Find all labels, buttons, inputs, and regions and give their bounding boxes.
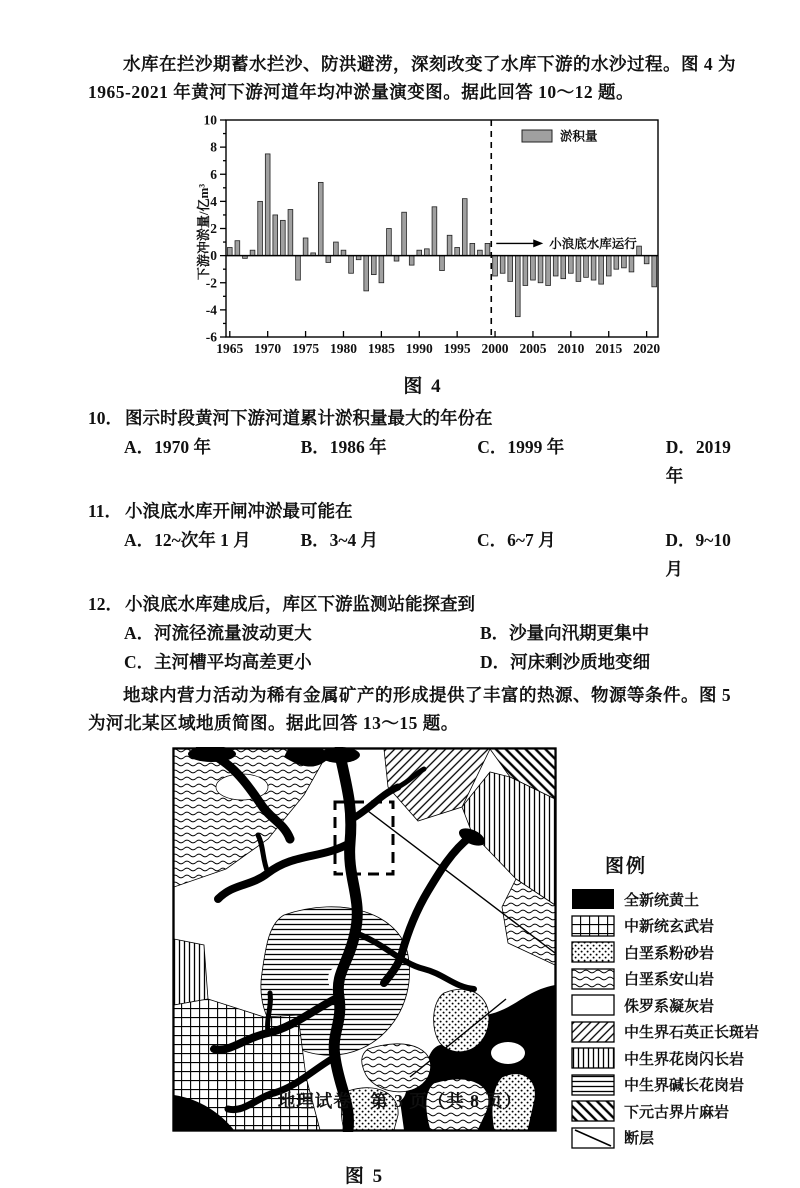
figure5-caption: 图 5: [344, 1166, 385, 1187]
svg-text:-4: -4: [205, 302, 217, 318]
option-a: A．河流径流量波动更大: [124, 623, 312, 643]
legend-swatch-fault-icon: [571, 1127, 615, 1149]
legend-item: 白垩系安山岩: [571, 968, 759, 990]
option-b: B．沙量向汛期更集中: [480, 623, 650, 643]
legend-item: 中生界花岗闪长岩: [571, 1047, 759, 1069]
figure4-block: [180, 114, 666, 398]
legend-item: 中生界石英正长斑岩: [571, 1021, 759, 1043]
svg-text:-2: -2: [205, 275, 217, 291]
intro-paragraph-1: 水库在拦沙期蓄水拦沙、防洪避涝，深刻改变了水库下游的水沙过程。图 4 为 1965-2021 年黄河下游河道年均冲淤量演变图。据此回答 10～12 题。: [88, 54, 736, 102]
svg-text:4: 4: [210, 193, 217, 209]
svg-text:10: 10: [203, 114, 217, 128]
intro-paragraph-2: 地球内营力活动为稀有金属矿产的形成提供了丰富的热源、物源等条件。图 5 为河北某区域地质简图。据此回答 13～15 题。: [88, 685, 732, 733]
svg-text:1975: 1975: [292, 341, 320, 356]
svg-text:下游冲淤量/亿m³: 下游冲淤量/亿m³: [196, 183, 211, 281]
option-c: C．主河槽平均高差更小: [124, 652, 312, 672]
option-a: A．12~次年 1 月: [124, 530, 251, 550]
svg-text:2020: 2020: [633, 341, 661, 356]
svg-text:1965: 1965: [216, 341, 244, 356]
question-11: [88, 497, 752, 584]
question-number: 11．: [88, 501, 123, 521]
option-d: D．9~10 月: [665, 530, 731, 579]
question-10: [88, 404, 752, 491]
legend-swatch-porphyry-icon: [571, 1021, 615, 1043]
svg-text:6: 6: [210, 166, 217, 182]
svg-text:8: 8: [210, 139, 217, 155]
svg-text:-6: -6: [205, 329, 217, 345]
figure5-block: [172, 747, 760, 1188]
option-b: B．3~4 月: [300, 530, 379, 550]
legend-item: 全新统黄土: [571, 888, 759, 910]
svg-text:2005: 2005: [519, 341, 547, 356]
svg-text:2000: 2000: [481, 341, 509, 356]
legend-swatch-andesite-icon: [571, 968, 615, 990]
figure4-caption: 图 4: [403, 376, 443, 397]
svg-text:0: 0: [210, 248, 217, 264]
legend-swatch-siltstone-icon: [571, 941, 615, 963]
question-stem: 小浪底水库开闸冲淤最可能在: [125, 501, 353, 521]
legend-item: 中新统玄武岩: [571, 915, 759, 937]
option-c: C．6~7 月: [476, 530, 556, 550]
legend-swatch-granodiorite-icon: [571, 1047, 615, 1069]
question-stem: 小浪底水库建成后，库区下游监测站能探查到: [125, 594, 475, 614]
geology-map: [172, 747, 557, 1132]
question-stem: 图示时段黄河下游河道累计淤积量最大的年份在: [125, 408, 493, 428]
question-number: 10．: [88, 408, 123, 428]
option-d: D．河床剩沙质地变细: [480, 652, 651, 672]
geology-map-container: [172, 747, 557, 1137]
question-number: 12．: [88, 594, 123, 614]
legend-item: 白垩系粉砂岩: [571, 941, 759, 963]
svg-text:2: 2: [210, 221, 217, 236]
svg-text:小浪底水库运行: 小浪底水库运行: [549, 236, 637, 251]
question-12: [88, 590, 752, 677]
legend-item: 下元古界片麻岩: [571, 1100, 759, 1122]
legend-swatch-basalt-icon: [571, 915, 615, 937]
option-c: C．1999 年: [477, 437, 565, 457]
svg-text:2015: 2015: [595, 341, 623, 356]
svg-text:1980: 1980: [329, 341, 357, 356]
legend-item: 中生界碱长花岗岩: [571, 1074, 759, 1096]
svg-text:2010: 2010: [557, 341, 585, 356]
svg-text:1970: 1970: [254, 341, 282, 356]
legend-swatch-tuff-icon: [571, 994, 615, 1016]
page-footer: 地理试卷 第 3 页（共 8 页）: [277, 1091, 523, 1111]
svg-text:淤积量: 淤积量: [560, 129, 598, 144]
svg-text:1995: 1995: [443, 341, 471, 356]
option-d: D．2019 年: [665, 437, 731, 486]
scour-deposition-bar-chart: [180, 114, 666, 364]
legend-item: 侏罗系凝灰岩: [571, 994, 759, 1016]
legend-title: 图例: [605, 856, 648, 877]
svg-text:1990: 1990: [405, 341, 433, 356]
legend-item: 断层: [571, 1127, 759, 1149]
legend-swatch-loess-icon: [571, 888, 615, 910]
option-a: A．1970 年: [124, 437, 212, 457]
svg-text:1985: 1985: [367, 341, 395, 356]
option-b: B．1986 年: [300, 437, 387, 457]
